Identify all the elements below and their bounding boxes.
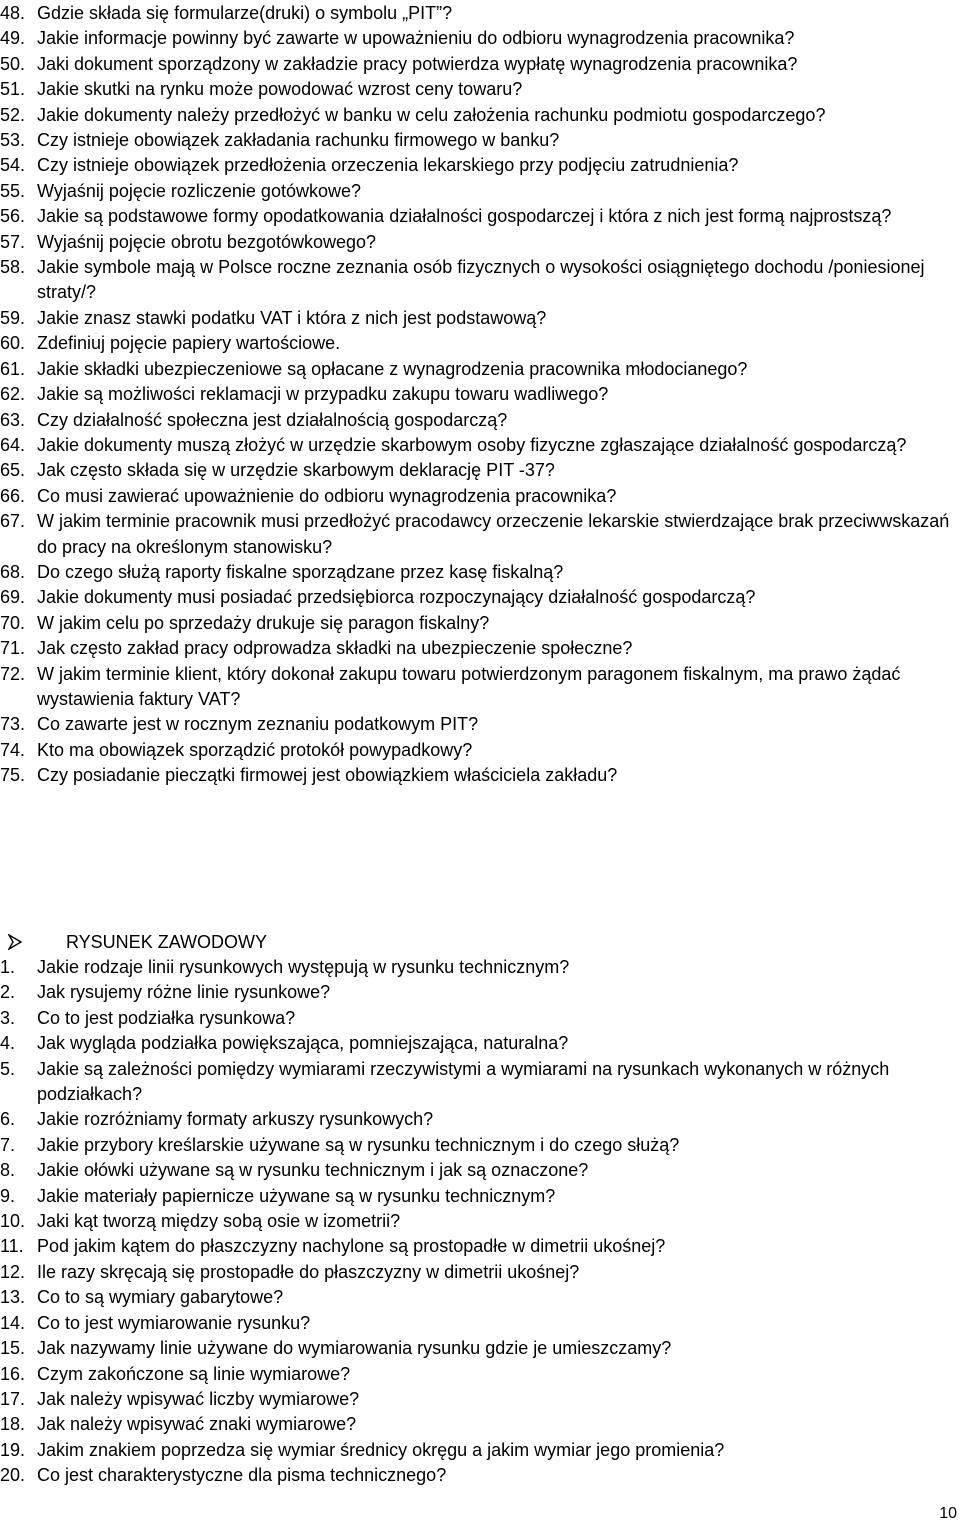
question-text: Jakie skutki na rynku może powodować wzrost ceny towaru?: [37, 79, 523, 100]
question-text: Jakim znakiem poprzedza się wymiar średnicy okręgu a jakim wymiar jego promienia?: [37, 1439, 725, 1460]
question-item: [0, 509, 955, 560]
question-number: 51.: [0, 79, 26, 100]
question-number: 3.: [0, 1007, 16, 1028]
question-text: W jakim celu po sprzedaży drukuje się paragon fiskalny?: [37, 612, 490, 633]
question-number: 14.: [0, 1312, 26, 1333]
question-text: W jakim terminie pracownik musi przedłożyć pracodawcy orzeczenie lekarskie stwierdzające brak przeciwwskazań do pracy na określonym stanowisku?: [37, 511, 950, 557]
question-number: 8.: [0, 1160, 16, 1181]
question-text: Co to jest podziałka rysunkowa?: [37, 1007, 296, 1028]
question-item: [0, 484, 955, 509]
question-text: Jakie przybory kreślarskie używane są w rysunku technicznym i do czego służą?: [37, 1134, 680, 1155]
question-item: [0, 179, 955, 204]
question-text: Jak nazywamy linie używane do wymiarowania rysunku gdzie je umieszczamy?: [37, 1338, 672, 1359]
question-item: [0, 1133, 955, 1158]
question-text: Jaki dokument sporządzony w zakładzie pracy potwierdza wypłatę wynagrodzenia pracownika?: [37, 53, 798, 74]
question-item: [0, 153, 955, 178]
question-item: [0, 1, 955, 26]
question-text: Jak należy wpisywać liczby wymiarowe?: [37, 1388, 360, 1409]
question-text: Czy posiadanie pieczątki firmowej jest obowiązkiem właściciela zakładu?: [37, 765, 618, 786]
page-number: 10: [939, 1505, 957, 1522]
question-item: [0, 1438, 955, 1463]
question-number: 48.: [0, 3, 26, 23]
question-number: 60.: [0, 333, 26, 354]
question-item: [0, 204, 955, 229]
question-number: 1.: [0, 957, 16, 977]
arrowhead-bullet-icon: [8, 930, 30, 950]
question-item: [0, 763, 955, 788]
question-number: 6.: [0, 1109, 16, 1130]
question-item: [0, 712, 955, 737]
question-text: Jakie symbole mają w Polsce roczne zeznania osób fizycznych o wysokości osiągniętego dochodu /poniesionej straty/?: [37, 257, 925, 303]
question-item: [0, 1412, 955, 1437]
question-number: 10.: [0, 1211, 26, 1232]
question-text: Co musi zawierać upoważnienie do odbioru wynagrodzenia pracownika?: [37, 485, 617, 506]
question-number: 15.: [0, 1338, 26, 1359]
question-number: 55.: [0, 180, 26, 201]
question-text: Jakie materiały papiernicze używane są w rysunku technicznym?: [37, 1185, 556, 1206]
question-number: 16.: [0, 1363, 26, 1384]
question-text: Co to są wymiary gabarytowe?: [37, 1287, 284, 1308]
question-number: 49.: [0, 28, 26, 49]
question-item: [0, 1209, 955, 1234]
question-item: [0, 77, 955, 102]
question-text: Ile razy skręcają się prostopadłe do płaszczyzny w dimetrii ukośnej?: [37, 1261, 580, 1282]
question-text: Jak często zakład pracy odprowadza składki na ubezpieczenie społeczne?: [37, 638, 633, 659]
question-text: Co zawarte jest w rocznym zeznaniu podatkowym PIT?: [37, 714, 479, 735]
question-item: [0, 1336, 955, 1361]
question-item: [0, 1387, 955, 1412]
question-text: Jaki kąt tworzą między sobą osie w izometrii?: [37, 1211, 401, 1232]
question-item: [0, 306, 955, 331]
question-number: 5.: [0, 1058, 16, 1079]
question-item: [0, 331, 955, 356]
question-text: Wyjaśnij pojęcie rozliczenie gotówkowe?: [37, 180, 361, 201]
question-item: [0, 1362, 955, 1387]
question-number: 50.: [0, 53, 26, 74]
question-number: 19.: [0, 1439, 26, 1460]
question-item: [0, 662, 955, 713]
question-number: 57.: [0, 231, 26, 252]
question-item: [0, 560, 955, 585]
section-title: RYSUNEK ZAWODOWY: [66, 932, 268, 952]
question-item: [0, 1234, 955, 1259]
question-item: [0, 1311, 955, 1336]
question-text: Jak wygląda podziałka powiększająca, pomniejszająca, naturalna?: [37, 1033, 569, 1054]
question-number: 65.: [0, 460, 26, 481]
question-item: [0, 1057, 955, 1108]
question-text: Jakie rodzaje linii rysunkowych występują w rysunku technicznym?: [37, 957, 570, 977]
question-item: [0, 433, 955, 458]
question-text: Jakie dokumenty należy przedłożyć w banku w celu założenia rachunku podmiotu gospodarczego?: [37, 104, 826, 125]
question-item: [0, 408, 955, 433]
question-number: 70.: [0, 612, 26, 633]
question-item: [0, 458, 955, 483]
question-item: [0, 357, 955, 382]
question-text: Pod jakim kątem do płaszczyzny nachylone są prostopadłe w dimetrii ukośnej?: [37, 1236, 666, 1257]
question-item: [0, 1107, 955, 1132]
question-number: 12.: [0, 1261, 26, 1282]
question-number: 54.: [0, 155, 26, 176]
question-text: Jak rysujemy różne linie rysunkowe?: [37, 982, 331, 1003]
question-text: Jak często składa się w urzędzie skarbowym deklarację PIT -37?: [37, 460, 555, 481]
question-text: Jakie dokumenty musi posiadać przedsiębiorca rozpoczynający działalność gospodarczą?: [37, 587, 756, 608]
question-text: Jakie ołówki używane są w rysunku technicznym i jak są oznaczone?: [37, 1160, 589, 1181]
question-text: Jakie znasz stawki podatku VAT i która z nich jest podstawową?: [37, 307, 547, 328]
question-item: [0, 636, 955, 661]
question-number: 58.: [0, 257, 26, 278]
question-item: [0, 1184, 955, 1209]
question-text: Jakie dokumenty muszą złożyć w urzędzie skarbowym osoby fizyczne zgłaszające działalność gospodarczą?: [37, 434, 907, 455]
question-text: Czy działalność społeczna jest działalnością gospodarczą?: [37, 409, 508, 430]
question-number: 66.: [0, 485, 26, 506]
question-list-technical-drawing: [0, 955, 955, 1489]
question-item: [0, 1006, 955, 1031]
question-text: Co to jest wymiarowanie rysunku?: [37, 1312, 311, 1333]
question-number: 59.: [0, 307, 26, 328]
question-number: 7.: [0, 1134, 16, 1155]
question-item: [0, 255, 955, 306]
question-number: 52.: [0, 104, 26, 125]
question-text: Czym zakończone są linie wymiarowe?: [37, 1363, 351, 1384]
question-item: [0, 52, 955, 77]
question-item: [0, 1031, 955, 1056]
question-text: Do czego służą raporty fiskalne sporządzane przez kasę fiskalną?: [37, 561, 564, 582]
question-item: [0, 955, 955, 980]
question-item: [0, 585, 955, 610]
question-text: W jakim terminie klient, który dokonał zakupu towaru potwierdzonym paragonem fiskalnym, ma prawo żądać wystawienia faktury VAT?: [37, 663, 901, 709]
question-number: 75.: [0, 765, 26, 786]
question-number: 4.: [0, 1033, 16, 1054]
question-item: [0, 26, 955, 51]
question-number: 18.: [0, 1414, 26, 1435]
question-number: 13.: [0, 1287, 26, 1308]
question-item: [0, 382, 955, 407]
question-text: Zdefiniuj pojęcie papiery wartościowe.: [37, 333, 341, 354]
question-text: Co jest charakterystyczne dla pisma technicznego?: [37, 1465, 447, 1486]
question-number: 20.: [0, 1465, 26, 1486]
question-text: Jakie są zależności pomiędzy wymiarami rzeczywistymi a wymiarami na rysunkach wykonanych w różnych podziałkach?: [37, 1058, 890, 1105]
question-item: [0, 980, 955, 1005]
question-number: 11.: [0, 1236, 24, 1257]
question-number: 71.: [0, 638, 26, 659]
question-item: [0, 1285, 955, 1310]
question-number: 63.: [0, 409, 26, 430]
question-item: [0, 103, 955, 128]
question-number: 74.: [0, 739, 26, 760]
question-text: Czy istnieje obowiązek przedłożenia orzeczenia lekarskiego przy podjęciu zatrudnienia?: [37, 155, 739, 176]
question-text: Jakie informacje powinny być zawarte w upoważnieniu do odbioru wynagrodzenia pracownika?: [37, 28, 795, 49]
question-number: 53.: [0, 130, 26, 151]
question-number: 67.: [0, 511, 26, 532]
question-text: Jak należy wpisywać znaki wymiarowe?: [37, 1414, 357, 1435]
question-text: Jakie rozróżniamy formaty arkuszy rysunkowych?: [37, 1109, 434, 1130]
question-item: [0, 738, 955, 763]
question-number: 9.: [0, 1185, 16, 1206]
question-number: 69.: [0, 587, 26, 608]
question-number: 64.: [0, 434, 26, 455]
question-number: 61.: [0, 358, 26, 379]
question-text: Kto ma obowiązek sporządzić protokół powypadkowy?: [37, 739, 473, 760]
question-text: Gdzie składa się formularze(druki) o symbolu „PIT”?: [37, 3, 453, 23]
question-text: Jakie są podstawowe formy opodatkowania działalności gospodarczej i która z nich jest formą najprostszą?: [37, 206, 892, 227]
question-item: [0, 1260, 955, 1285]
question-number: 56.: [0, 206, 26, 227]
question-number: 68.: [0, 561, 26, 582]
question-text: Jakie składki ubezpieczeniowe są opłacane z wynagrodzenia pracownika młodocianego?: [37, 358, 748, 379]
question-list-economics: [0, 1, 955, 789]
question-item: [0, 230, 955, 255]
section-heading: [8, 930, 267, 955]
question-item: [0, 611, 955, 636]
question-number: 17.: [0, 1388, 26, 1409]
question-item: [0, 128, 955, 153]
question-text: Czy istnieje obowiązek zakładania rachunku firmowego w banku?: [37, 130, 560, 151]
question-item: [0, 1158, 955, 1183]
question-number: 2.: [0, 982, 16, 1003]
question-number: 72.: [0, 663, 26, 684]
question-text: Wyjaśnij pojęcie obrotu bezgotówkowego?: [37, 231, 377, 252]
question-text: Jakie są możliwości reklamacji w przypadku zakupu towaru wadliwego?: [37, 384, 609, 405]
question-item: [0, 1463, 955, 1488]
question-number: 62.: [0, 384, 26, 405]
question-number: 73.: [0, 714, 26, 735]
